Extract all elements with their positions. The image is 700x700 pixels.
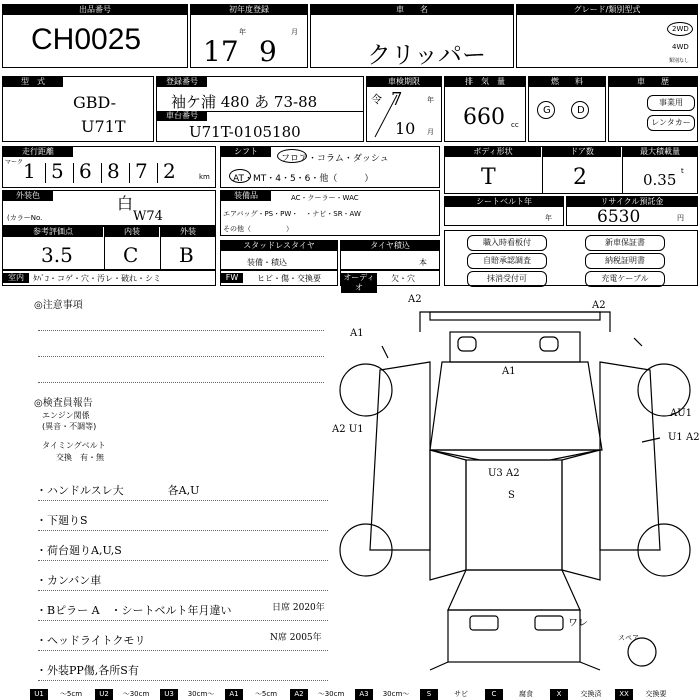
- mileage-digit: 6: [79, 159, 92, 183]
- doc-btn6: 充電ケーブル: [585, 271, 665, 287]
- inspection-label: 車検期限: [367, 77, 441, 87]
- use-business: 事業用: [647, 95, 695, 111]
- reg-month: 9: [259, 35, 277, 68]
- model-label: 型 式: [3, 77, 63, 87]
- displacement-box: [444, 76, 526, 142]
- mileage-digit: 5: [51, 159, 64, 183]
- body-shape: T: [481, 165, 496, 190]
- insp-year-unit: 年: [427, 96, 434, 104]
- lot-number: CH0025: [31, 23, 142, 56]
- recycle-label: リサイクル預託金: [567, 197, 697, 207]
- insp-year: 7: [391, 89, 403, 110]
- damage-mark: ワレ: [568, 618, 588, 629]
- legend-value: 30cm〜: [187, 690, 215, 698]
- damage-mark: U1 A2: [668, 432, 700, 443]
- reg-box: [156, 76, 364, 142]
- score-label: 参考評価点: [3, 227, 103, 237]
- seatbelt-box: [444, 196, 564, 226]
- grade-box: [516, 4, 698, 68]
- chassis-label: 車台番号: [157, 111, 207, 121]
- body-box: [444, 146, 698, 194]
- legend-key: XX: [615, 689, 633, 700]
- reg-year: 17: [203, 35, 239, 68]
- seatbelt-note-1: 日席 2020年: [272, 603, 325, 613]
- equip-label: 装備品: [221, 191, 271, 201]
- legend-key: U3: [160, 689, 178, 700]
- car-name-label: 車 名: [311, 5, 513, 15]
- fuel-label: 燃 料: [529, 77, 605, 87]
- caution-title: ◎注意事項: [34, 300, 83, 311]
- tire-count: 本: [419, 258, 427, 267]
- shift-at-circle: [229, 169, 251, 183]
- color-box: [2, 190, 216, 226]
- capacity-unit: t: [681, 167, 684, 175]
- legend-key: U1: [30, 689, 48, 700]
- grade-label: グレード/類別型式: [517, 5, 697, 15]
- audio-label: オーディオ: [341, 273, 377, 293]
- reg-month-unit: 月: [291, 28, 298, 36]
- fuel-box: [528, 76, 606, 142]
- body-label: ボディ形状: [445, 147, 541, 157]
- legend-value: 〜30cm: [122, 690, 150, 698]
- recycle-unit: 円: [677, 214, 684, 222]
- mileage-box: [2, 146, 216, 188]
- equip-line1: AC・クーラー・WAC: [291, 194, 359, 202]
- docs-box: [444, 230, 698, 286]
- displacement: 660: [463, 105, 505, 130]
- fw-box: [220, 270, 338, 286]
- legend-value: 〜30cm: [317, 690, 345, 698]
- insp-month: 10: [395, 119, 416, 138]
- drive-4wd: 4WD: [672, 43, 689, 51]
- color: 白: [117, 194, 134, 213]
- legend-value: サビ: [454, 690, 468, 698]
- vehicle-diagram: [330, 290, 700, 690]
- spare-label: スペア: [618, 634, 639, 642]
- legend-key: A1: [225, 689, 243, 700]
- doc-btn1: 職入時看板付: [467, 235, 547, 251]
- timing-opts: 交換 有・無: [56, 453, 104, 462]
- engine-sub: (異音・不調等): [42, 422, 97, 431]
- legend-value: 腐食: [519, 690, 533, 698]
- doors: 2: [573, 165, 587, 190]
- shift-floor-circle: [277, 149, 307, 163]
- legend-key: A2: [290, 689, 308, 700]
- damage-mark: A2: [592, 300, 606, 311]
- shift-label: シフト: [221, 147, 271, 157]
- legend-value: 交換要: [645, 690, 667, 698]
- legend-key: X: [550, 689, 568, 700]
- lot-label: 出品番号: [3, 5, 187, 15]
- use-label: 車 歴: [609, 77, 697, 87]
- studless-box: [220, 240, 338, 270]
- displacement-unit: cc: [511, 121, 519, 129]
- fw-label: FW: [221, 273, 243, 283]
- car-name: クリッパー: [367, 41, 487, 69]
- fuel-g: G: [543, 105, 551, 116]
- interior-label: 内装: [105, 227, 159, 237]
- equip-line2: エアバッグ・PS・PW・ ・ナビ・SR・AW: [223, 210, 361, 218]
- fuel-d-circle: [571, 101, 589, 119]
- damage-mark: A1: [502, 366, 516, 377]
- doc-btn3: 抹消受付可: [467, 271, 547, 287]
- legend-value: 交換済: [580, 690, 602, 698]
- recycle: 6530: [597, 207, 641, 227]
- interior-notes: ﾀﾊﾞｺ・コゲ・穴・汚レ・破れ・シミ: [33, 274, 161, 283]
- shift-modes: AT・MT・4・5・6・他（ ）: [233, 174, 374, 184]
- capacity-label: 最大積載量: [623, 147, 697, 157]
- seatbelt-unit: 年: [545, 214, 552, 222]
- damage-mark: A2: [408, 294, 422, 305]
- capacity: 0.35: [643, 171, 677, 189]
- interior-grade: C: [123, 243, 139, 267]
- model-box: [2, 76, 154, 142]
- interior-notes-box: [2, 270, 216, 286]
- color-no-label: (カラーNo.: [7, 214, 43, 222]
- inspection-box: [366, 76, 442, 142]
- damage-mark: S: [508, 490, 515, 501]
- legend-value: 〜5cm: [254, 690, 278, 698]
- color-label: 外装色: [3, 191, 53, 201]
- exterior-label: 外装: [161, 227, 215, 237]
- note-item: ・カンバン車: [36, 574, 102, 587]
- note-item: ・外装PP傷,各所S有: [36, 664, 139, 677]
- shift-options: フロア・コラム・ダッシュ: [281, 154, 389, 164]
- shift-box: [220, 146, 440, 188]
- equip-line3: その他（ ）: [223, 225, 293, 233]
- insp-era: 令: [371, 93, 382, 106]
- inspector-title: ◎検査員報告: [34, 398, 93, 409]
- use-box: [608, 76, 698, 142]
- note-item: ・ハンドルスレ大 各A,U: [36, 484, 200, 497]
- color-no: W74: [133, 209, 163, 224]
- mileage-digit: 1: [23, 159, 36, 183]
- lot-box: [2, 4, 188, 68]
- car-name-box: [310, 4, 514, 68]
- legend-key: A3: [355, 689, 373, 700]
- doc-btn2: 自賠承認調査: [467, 253, 547, 269]
- score-box: [2, 226, 216, 270]
- legend-value: 〜5cm: [59, 690, 83, 698]
- mileage-digit: 7: [135, 159, 148, 183]
- mileage-label: 走行距離: [3, 147, 73, 157]
- legend-value: 30cm〜: [382, 690, 410, 698]
- timing-label: タイミングベルト: [42, 441, 106, 450]
- recycle-box: [566, 196, 698, 226]
- equipment-box: [220, 190, 440, 236]
- reg-no-label: 登録番号: [157, 77, 207, 87]
- legend-key: S: [420, 689, 438, 700]
- tire-box: [340, 240, 440, 270]
- mileage-digit: 2: [163, 159, 176, 183]
- drive-2wd: 2WD: [672, 25, 689, 33]
- mileage-mark: マーク: [5, 159, 24, 166]
- damage-mark: A1: [350, 328, 364, 339]
- score: 3.5: [41, 243, 73, 267]
- studless-opts: 装備・積込: [247, 258, 287, 267]
- legend-key: C: [485, 689, 503, 700]
- damage-mark: U3 A2: [488, 468, 520, 479]
- doors-label: ドア数: [543, 147, 621, 157]
- tire-label: タイヤ積込: [341, 241, 439, 251]
- mileage-digits: [23, 159, 195, 187]
- reg-year-unit: 年: [239, 28, 246, 36]
- note-item: ・荷台廻りA,U,S: [36, 544, 122, 557]
- note-item: ・ヘッドライトクモリ: [36, 634, 146, 647]
- doc-btn4: 新車保証書: [585, 235, 665, 251]
- legend-key: U2: [95, 689, 113, 700]
- chassis-no: U71T-0105180: [189, 123, 301, 141]
- note-item: ・下廻りS: [36, 514, 88, 527]
- model-2: U71T: [81, 117, 126, 136]
- mileage-digit: 8: [107, 159, 120, 183]
- damage-mark: A2 U1: [332, 424, 364, 435]
- interior-notes-label: 室内: [3, 273, 29, 283]
- seatbelt-label: シートベルト年: [445, 197, 563, 207]
- model-1: GBD-: [73, 93, 117, 112]
- studless-label: スタッドレスタイヤ: [221, 241, 337, 251]
- exterior-grade: B: [179, 243, 194, 267]
- engine-label: エンジン関係: [42, 411, 90, 420]
- audio-opts: 欠・穴: [391, 274, 415, 283]
- drive-none: 類別なし: [669, 58, 690, 64]
- damage-mark: AU1: [670, 408, 693, 419]
- mileage-unit: km: [199, 173, 210, 181]
- reg-no: 袖ケ浦 480 あ 73-88: [171, 93, 318, 111]
- audio-box: [340, 270, 440, 292]
- insp-month-unit: 月: [427, 128, 434, 136]
- note-item: ・Bピラー A ・シートベルト年月違い: [36, 604, 232, 617]
- seatbelt-note-2: N席 2005年: [270, 633, 322, 643]
- displacement-label: 排 気 量: [445, 77, 525, 87]
- fuel-g-circle: [537, 101, 555, 119]
- fw-opts: ヒビ・傷・交換要: [257, 274, 321, 283]
- first-reg-box: [190, 4, 308, 68]
- doc-btn5: 納税証明書: [585, 253, 665, 269]
- use-rental: レンタカー: [647, 115, 695, 131]
- drive-2wd-circle: [667, 22, 693, 36]
- fuel-d: D: [577, 105, 585, 116]
- first-reg-label: 初年度登録: [191, 5, 307, 15]
